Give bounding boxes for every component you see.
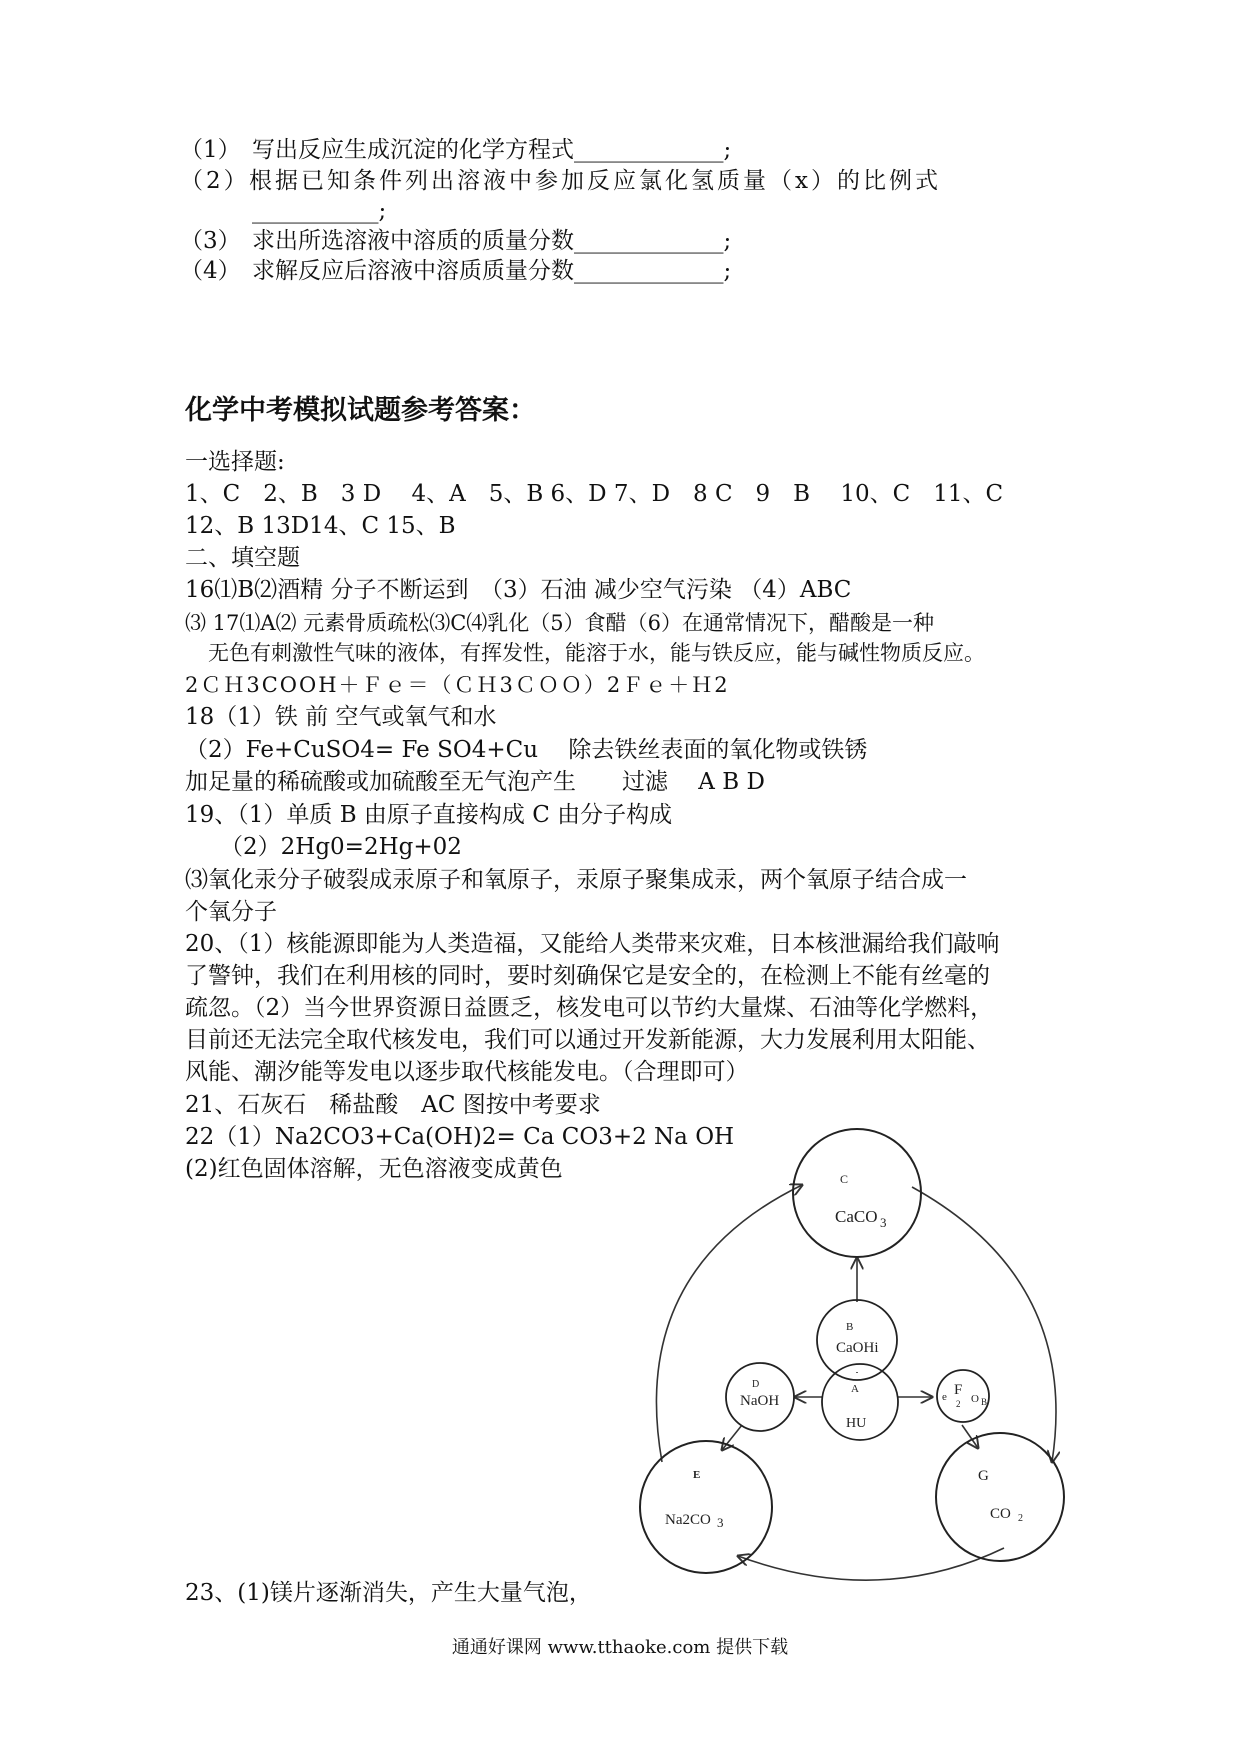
node-c [793, 1129, 921, 1257]
question-text: 求解反应后溶液中溶质质量分数_____________; [252, 258, 732, 284]
answer-line: (2)红色固体溶解，无色溶液变成黄色 [185, 1156, 563, 1182]
page-footer: 通通好课网 www.tthaoke.com 提供下载 [451, 1637, 789, 1658]
arc-g-to-e [738, 1548, 1004, 1580]
answer-line: 12、B 13D14、C 15、B [185, 513, 456, 539]
node-c-letter: C [840, 1172, 849, 1186]
answer-line: ⑶氧化汞分子破裂成汞原子和氧原子，汞原子聚集成汞，两个氧原子结合成一 [185, 867, 967, 893]
node-a-formula: HU [846, 1416, 867, 1431]
node-b-letter: B [846, 1321, 854, 1333]
answer-line: 20、（1）核能源即能为人类造福，又能给人类带来灾难，日本核泄漏给我们敲响 [185, 931, 1000, 957]
answer-line: 疏忽。（2）当今世界资源日益匮乏，核发电可以节约大量煤、石油等化学燃料， [185, 995, 994, 1021]
node-c-subscript: 3 [880, 1215, 887, 1230]
node-g [936, 1433, 1064, 1561]
answer-line: 个氧分子 [185, 899, 277, 925]
answer-line: 了警钟，我们在利用核的同时，要时刻确保它是安全的，在检测上不能有丝毫的 [185, 963, 990, 989]
node-g-subscript: 2 [1018, 1513, 1023, 1524]
question-number: （2） [180, 168, 250, 194]
node-f-right: O [971, 1393, 979, 1405]
answer-line: 21、石灰石 稀盐酸 AC 图按中考要求 [185, 1092, 601, 1118]
question-text: 求出所选溶液中溶质的质量分数_____________; [252, 228, 732, 254]
question-text: 写出反应生成沉淀的化学方程式_____________; [252, 137, 732, 163]
node-b-formula: CaOHi [836, 1340, 879, 1356]
question-text: ___________; [252, 198, 387, 224]
answer-line: 18（1）铁 前 空气或氧气和水 [185, 704, 497, 730]
answer-line: 19、（1）单质 B 由原子直接构成 C 由分子构成 [185, 802, 673, 828]
answer-line: 无色有刺激性气味的液体，有挥发性，能溶于水，能与铁反应，能与碱性物质反应。 [208, 641, 985, 665]
answer-line: 1、C 2、B 3 D 4、A 5、B 6、D 7、D 8 C 9 B 10、C 11、C [185, 481, 1004, 507]
answer-line: 22（1）Na2CO3+Ca(OH)2= Ca CO3+2 Na OH [185, 1124, 735, 1150]
node-c-formula: CaCO [835, 1207, 878, 1226]
node-f-left: e [942, 1391, 947, 1403]
question-number: （1） [180, 137, 241, 163]
answer-line: 风能、潮汐能等发电以逐步取代核能发电。（合理即可） [185, 1059, 749, 1085]
node-f-sub: 2 [956, 1399, 961, 1409]
answer-title: 化学中考模拟试题参考答案： [185, 395, 536, 426]
arc-c-to-g [912, 1187, 1056, 1462]
node-g-formula: CO [990, 1506, 1011, 1522]
node-a-letter: A [851, 1383, 859, 1395]
node-e-subscript: 3 [717, 1515, 724, 1530]
question-number: （4） [180, 258, 241, 284]
answer-line: 二、填空题 [185, 545, 300, 571]
answer-line: （2）2Hg0=2Hg+02 [220, 834, 462, 860]
answer-line: 16⑴B⑵酒精 分子不断运到 （3）石油 减少空气污染 （4）ABC [185, 577, 852, 603]
node-d-letter: D [752, 1379, 760, 1390]
node-f-letter: F [954, 1382, 963, 1398]
node-e-letter: E [693, 1469, 701, 1481]
answer-line: 一选择题: [185, 449, 285, 475]
node-f-right-sub: B [981, 1397, 988, 1407]
answer-line: 目前还无法完全取代核发电，我们可以通过开发新能源，大力发展利用太阳能、 [185, 1027, 990, 1053]
question-number: （3） [180, 228, 241, 254]
node-e-formula: Na2CO [665, 1512, 711, 1528]
answer-line: 2ＣＨ3COOH＋Ｆｅ＝（ＣＨ3ＣＯＯ）2Ｆｅ＋Ｈ2 [185, 673, 730, 697]
answer-line: 加足量的稀硫酸或加硫酸至无气泡产生 过滤 A B D [185, 769, 765, 795]
node-g-letter: G [978, 1468, 989, 1484]
question-text: 根据已知条件列出溶液中参加反应氯化氢质量（x）的比例式 [249, 168, 941, 194]
answer-line: ⑶ 17⑴A⑵ 元素骨质疏松⑶C⑷乳化（5）食醋（6）在通常情况下，醋酸是一种 [185, 611, 935, 635]
node-d-formula: NaOH [740, 1393, 780, 1409]
answer-line: （2）Fe+CuSO4= Fe SO4+Cu 除去铁丝表面的氧化物或铁锈 [185, 737, 868, 763]
answer-line: 23、(1)镁片逐渐消失，产生大量气泡， [185, 1580, 592, 1606]
node-e [640, 1441, 772, 1573]
arc-e-to-c [656, 1185, 802, 1462]
